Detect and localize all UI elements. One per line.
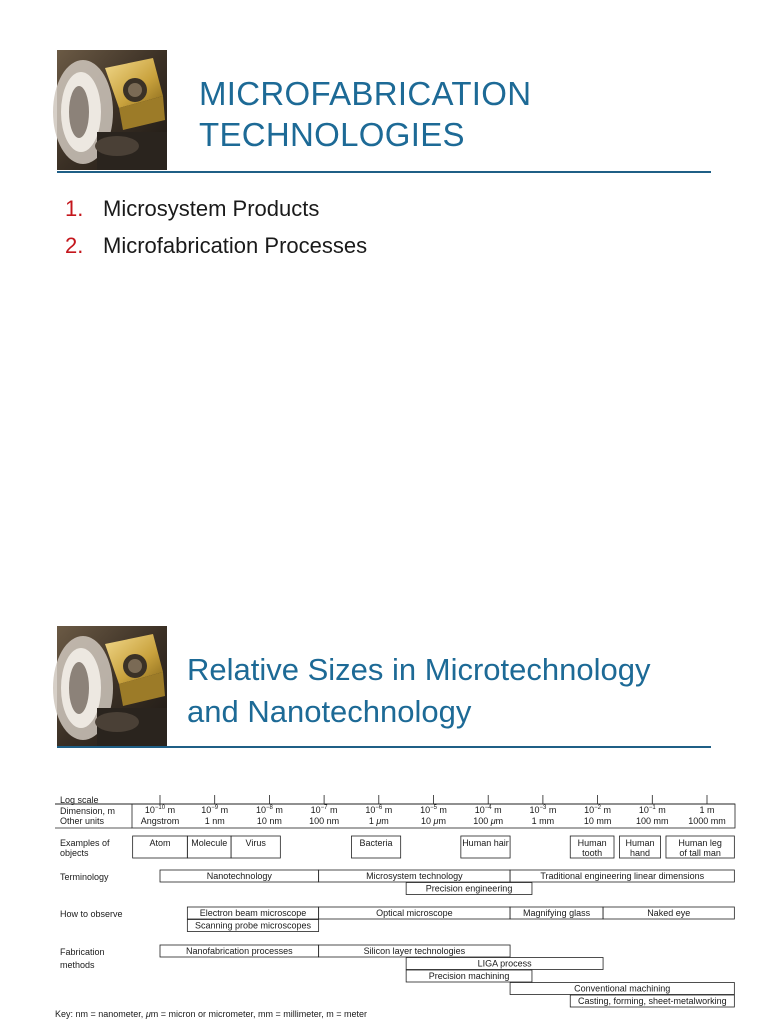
row-label-fabrication: Fabrication (60, 947, 105, 957)
title-divider (57, 171, 711, 173)
example-object-label: of tall man (679, 848, 721, 858)
fabrication-label: Nanofabrication processes (186, 946, 293, 956)
fabrication-label: Conventional machining (574, 983, 671, 994)
list-item-number: 1. (65, 196, 84, 221)
topic-list (65, 190, 367, 264)
slide-title-line-2: and Nanotechnology (187, 694, 472, 729)
dimension-tick-label: $10^{-8}$ m (255, 805, 283, 815)
terminology-label: Microsystem technology (366, 871, 463, 881)
dimension-tick-label: $10^{-6}$ m (365, 805, 393, 815)
unit-tick-label: 100 mm (636, 816, 669, 826)
terminology-label: Precision engineering (425, 883, 513, 894)
row-label-terminology: Terminology (60, 872, 109, 882)
example-object-label: Virus (245, 838, 266, 848)
row-label-examples: Examples of (60, 838, 110, 848)
chart-key: Key: nm = nanometer, μm = micron or micrometer, mm = millimeter, m = meter (55, 1009, 368, 1019)
terminology-label: Nanotechnology (206, 871, 272, 881)
row-label-examples: objects (60, 848, 89, 858)
dimension-tick-label: $10^{-10}$ m (144, 805, 176, 815)
relative-sizes-chart (0, 512, 768, 1024)
unit-tick-label: 1 nm (204, 816, 225, 826)
example-object-label: tooth (582, 848, 603, 858)
unit-tick-label: 10 mm (583, 816, 612, 826)
dimension-tick-label: $10^{-9}$ m (201, 805, 229, 815)
axis-label-log-scale: Log scale (60, 795, 99, 805)
example-object-label: hand (629, 848, 651, 858)
unit-tick-label: 1 mm (531, 816, 555, 826)
unit-tick-label: 100 μm (473, 816, 504, 826)
example-object-label: Human leg (678, 838, 722, 848)
observation-label: Scanning probe microscopes (194, 920, 312, 931)
example-object-label: Human hair (462, 838, 509, 848)
slide-2 (0, 512, 768, 1024)
example-object-label: Bacteria (359, 838, 393, 848)
fabrication-label: Precision machining (428, 971, 510, 981)
slide-title-line-2: TECHNOLOGIES (199, 116, 465, 153)
example-object-label: Molecule (191, 838, 228, 848)
observation-label: Electron beam microscope (199, 908, 307, 918)
dimension-tick-label: $10^{-5}$ m (420, 805, 447, 815)
terminology-label: Traditional engineering linear dimensions (540, 871, 705, 881)
row-label-dimension: Dimension, m (60, 806, 116, 816)
dimension-tick-label: $10^{-7}$ m (310, 805, 338, 815)
dimension-tick-label: $10^{-4}$ m (474, 805, 502, 815)
observation-label: Optical microscope (376, 908, 453, 918)
list-item (65, 190, 367, 227)
fabrication-label: Silicon layer technologies (363, 946, 466, 956)
dimension-tick-label: $10^{-1}$ m (638, 805, 666, 815)
row-label-fabrication: methods (60, 960, 95, 970)
list-item-label: Microfabrication Processes (103, 233, 368, 258)
observation-label: Magnifying glass (523, 908, 591, 918)
example-object-label: Human (625, 838, 655, 848)
unit-tick-label: 10 μm (421, 816, 446, 826)
dimension-tick-label: 1 m (699, 805, 715, 815)
slide-title-line-1: Relative Sizes in Microtechnology (187, 652, 651, 687)
fabrication-label: LIGA process (477, 958, 532, 969)
slide-title (199, 73, 719, 155)
list-item-label: Microsystem Products (103, 196, 320, 221)
unit-tick-label: 1000 mm (688, 816, 726, 826)
unit-tick-label: 10 nm (256, 816, 282, 826)
dimension-tick-label: $10^{-2}$ m (584, 805, 612, 815)
fabrication-label: Casting, forming, sheet-metalworking (578, 996, 727, 1006)
row-label-other-units: Other units (60, 816, 105, 826)
observation-label: Naked eye (647, 908, 691, 918)
unit-tick-label: 100 nm (309, 816, 340, 826)
unit-tick-label: 1 μm (368, 816, 389, 826)
slide-title-line-1: MICROFABRICATION (199, 75, 532, 112)
unit-tick-label: Angstrom (140, 816, 180, 826)
header-photo-machining (57, 50, 167, 170)
row-label-how-to-observe: How to observe (60, 909, 123, 919)
list-item-number: 2. (65, 233, 84, 258)
list-item (65, 227, 367, 264)
dimension-tick-label: $10^{-3}$ m (529, 805, 557, 815)
example-object-label: Human (577, 838, 607, 848)
example-object-label: Atom (149, 838, 171, 848)
